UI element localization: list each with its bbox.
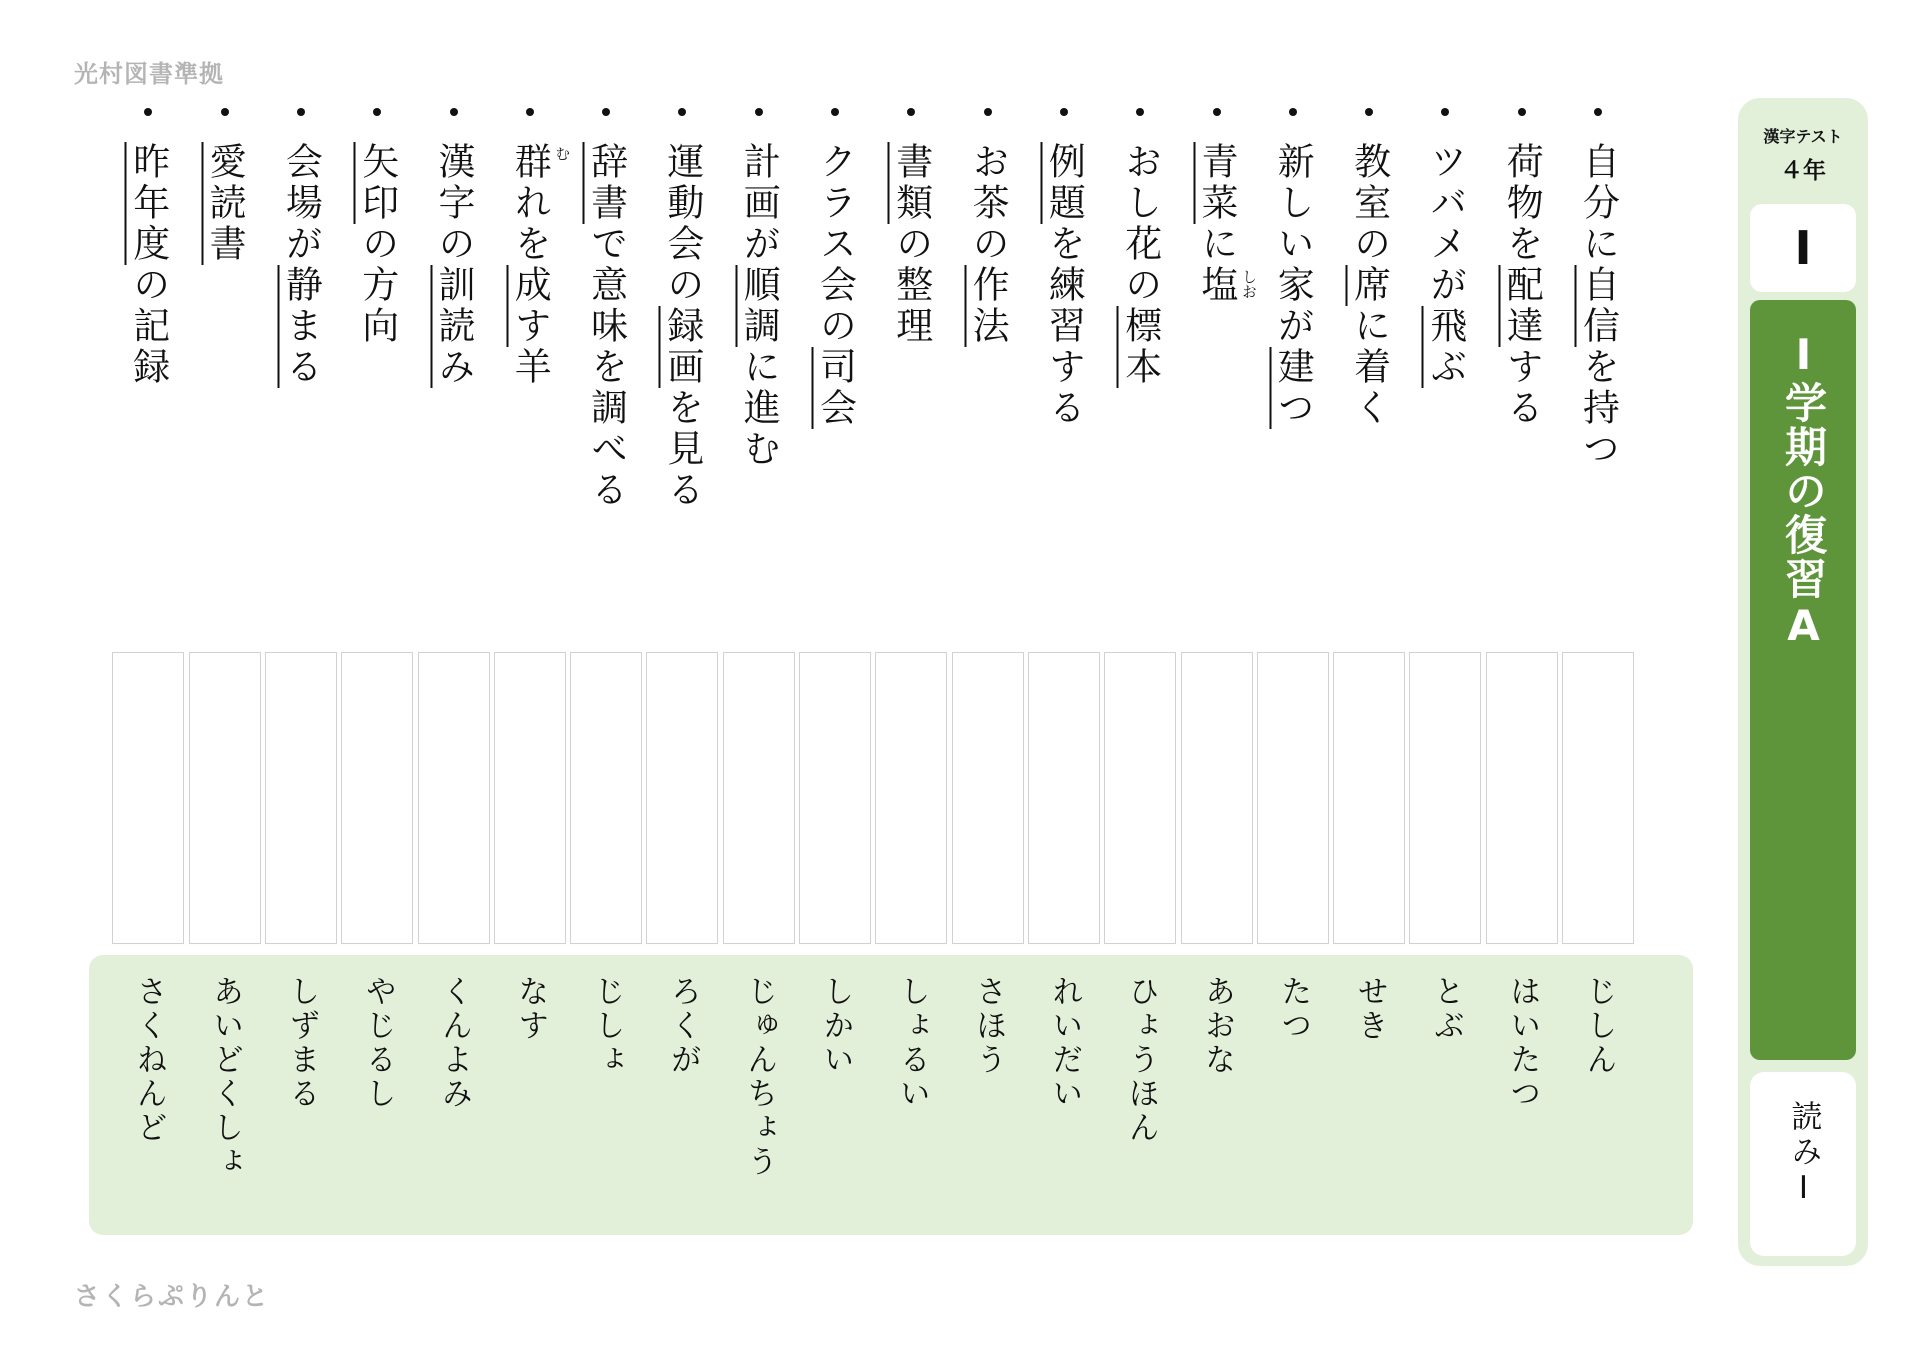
question-item [271, 108, 331, 528]
question-fragment: する [1500, 347, 1544, 429]
question-text [584, 142, 628, 511]
question-fragment: 教室の [1347, 142, 1391, 265]
target-word: 青菜 [1195, 142, 1238, 224]
target-word: 愛読書 [203, 142, 247, 265]
question-fragment: に着く [1347, 306, 1391, 429]
answer-box[interactable] [189, 652, 261, 944]
question-item [576, 108, 636, 528]
question-item [729, 108, 789, 528]
answer-box[interactable] [875, 652, 947, 944]
question-fragment: 運動会の [660, 142, 704, 306]
question-fragment: の整理 [889, 224, 933, 347]
question-fragment: に進む [737, 347, 781, 470]
answer-box[interactable] [1257, 652, 1329, 944]
question-item [424, 108, 484, 528]
question-text [813, 142, 857, 429]
reading-text: れいだい [1046, 975, 1083, 1111]
question-fragment: お茶の [966, 142, 1010, 265]
bullet-dot [984, 108, 992, 116]
target-word: 標本 [1118, 306, 1162, 388]
question-item [1110, 108, 1170, 528]
reading-text: はいたつ [1504, 975, 1541, 1111]
reading-text: あいどくしょ [207, 975, 244, 1179]
question-text [355, 142, 399, 347]
target-word: 昨年度 [126, 142, 170, 265]
worksheet-title: I学期の復習A [1779, 330, 1828, 652]
bullet-dot [907, 108, 915, 116]
question-fragment: おし花の [1118, 142, 1162, 306]
reading-text: じゅんちょう [741, 975, 778, 1179]
reading-text: あおな [1199, 975, 1235, 1077]
question-fragment: を練習する [1042, 224, 1086, 429]
bullet-dot [1441, 108, 1449, 116]
reading-text: ろくが [664, 975, 701, 1077]
furigana: しお [1240, 269, 1258, 299]
question-fragment: 自分に [1576, 142, 1620, 265]
question-text [432, 142, 475, 388]
question-fragment: の記録 [126, 265, 170, 388]
question-fragment: を持つ [1576, 347, 1620, 470]
question-text [1423, 142, 1467, 388]
question-text [1195, 142, 1238, 306]
question-text [1347, 142, 1391, 429]
answer-box[interactable] [494, 652, 566, 944]
bullet-dot [1518, 108, 1526, 116]
question-text [889, 142, 933, 347]
answer-box[interactable] [952, 652, 1024, 944]
question-fragment: 漢字の [432, 142, 475, 265]
grade-label: ４年 [1780, 158, 1826, 184]
question-text [737, 142, 781, 470]
answer-box[interactable] [1562, 652, 1634, 944]
bullet-dot [526, 108, 534, 116]
question-item [500, 108, 572, 528]
question-fragment: の方向 [355, 224, 399, 347]
question-item [1415, 108, 1475, 528]
target-word: 自信 [1576, 265, 1620, 347]
question-fragment: で意味を調べる [584, 224, 628, 511]
target-word: 成す [508, 265, 552, 347]
target-word: 辞書 [584, 142, 628, 224]
target-word: 例題 [1042, 142, 1086, 224]
bullet-dot [1136, 108, 1144, 116]
question-item [347, 108, 407, 528]
bullet-dot [678, 108, 686, 116]
question-text [660, 142, 704, 511]
question-text [1576, 142, 1620, 470]
question-item [1568, 108, 1628, 528]
question-text [126, 142, 170, 388]
question-text [966, 142, 1010, 347]
reading-text: さくねんど [130, 975, 167, 1145]
answer-box[interactable] [112, 652, 184, 944]
question-fragment: クラス会の [813, 142, 857, 347]
question-fragment: 会場が [279, 142, 323, 265]
reading-text: とぶ [1427, 975, 1464, 1043]
bullet-dot [144, 108, 152, 116]
bullet-dot [755, 108, 763, 116]
answer-box[interactable] [341, 652, 413, 944]
answer-box[interactable] [799, 652, 871, 944]
bullet-dot [221, 108, 229, 116]
question-text [203, 142, 247, 265]
target-word: 飛ぶ [1423, 306, 1467, 388]
unit-number: I [1794, 221, 1812, 275]
bullet-dot [1289, 108, 1297, 116]
answer-box[interactable] [1104, 652, 1176, 944]
worksheet-type: 読みI [1785, 1100, 1822, 1210]
question-item [881, 108, 941, 528]
question-text [508, 142, 552, 388]
target-word: 録画 [660, 306, 704, 388]
question-item [1034, 108, 1094, 528]
reading-text: じしょ [588, 975, 625, 1077]
answer-box[interactable] [1409, 652, 1481, 944]
question-item [958, 108, 1018, 528]
bullet-dot [373, 108, 381, 116]
reading-text: なす [512, 975, 549, 1043]
question-item [1492, 108, 1552, 528]
target-word: 書類 [889, 142, 933, 224]
answer-box[interactable] [1333, 652, 1405, 944]
bullet-dot [450, 108, 458, 116]
question-fragment: に塩 [1195, 224, 1238, 306]
target-word: 配達 [1500, 265, 1544, 347]
target-word: 訓読み [432, 265, 475, 388]
question-text [279, 142, 323, 388]
question-item [118, 108, 178, 528]
answer-box[interactable] [646, 652, 718, 944]
question-text [1042, 142, 1086, 429]
reading-text: しかい [817, 975, 854, 1077]
bullet-dot [297, 108, 305, 116]
question-fragment: を見る [660, 388, 704, 511]
question-fragment: 新しい家が [1271, 142, 1315, 347]
target-word: 矢印 [355, 142, 399, 224]
reading-text: ひょうほん [1122, 975, 1159, 1145]
question-text [1271, 142, 1315, 429]
bullet-dot [602, 108, 610, 116]
bullet-dot [1594, 108, 1602, 116]
answer-box[interactable] [1181, 652, 1253, 944]
reading-text: しょるい [893, 975, 930, 1111]
bullet-dot [1060, 108, 1068, 116]
answer-box[interactable] [265, 652, 337, 944]
footer-brand: さくらぷりんと [74, 1282, 271, 1312]
test-title: 漢字テスト [1763, 127, 1843, 146]
answer-box[interactable] [418, 652, 490, 944]
question-item [1339, 108, 1399, 528]
reading-text: さほう [970, 975, 1007, 1077]
question-fragment: 計画が [737, 142, 781, 265]
reading-text: やじるし [359, 975, 396, 1111]
bullet-dot [831, 108, 839, 116]
answer-box[interactable] [1486, 652, 1558, 944]
target-word: 司会 [813, 347, 857, 429]
question-item [1187, 108, 1258, 528]
question-item [652, 108, 712, 528]
question-text [1500, 142, 1544, 429]
target-word: 作法 [966, 265, 1010, 347]
reading-text: じしん [1580, 975, 1617, 1077]
furigana: む [553, 146, 572, 161]
question-fragment: 群れを [508, 142, 552, 265]
publisher-note: 光村図書準拠 [74, 60, 224, 88]
bullet-dot [1365, 108, 1373, 116]
question-fragment: 羊 [508, 347, 552, 388]
reading-text: たつ [1275, 975, 1312, 1043]
reading-text: くんよみ [436, 975, 472, 1111]
answer-box[interactable] [723, 652, 795, 944]
reading-text: しずまる [283, 975, 320, 1111]
answer-box[interactable] [1028, 652, 1100, 944]
question-item [1263, 108, 1323, 528]
question-fragment: 荷物を [1500, 142, 1544, 265]
target-word: 建つ [1271, 347, 1315, 429]
question-item [195, 108, 255, 528]
bullet-dot [1213, 108, 1221, 116]
target-word: 席 [1347, 265, 1391, 306]
question-fragment: ツバメが [1423, 142, 1467, 306]
answer-box[interactable] [570, 652, 642, 944]
question-item [805, 108, 865, 528]
target-word: 順調 [737, 265, 781, 347]
reading-text: せき [1351, 975, 1388, 1043]
question-text [1118, 142, 1162, 388]
target-word: 静まる [279, 265, 323, 388]
